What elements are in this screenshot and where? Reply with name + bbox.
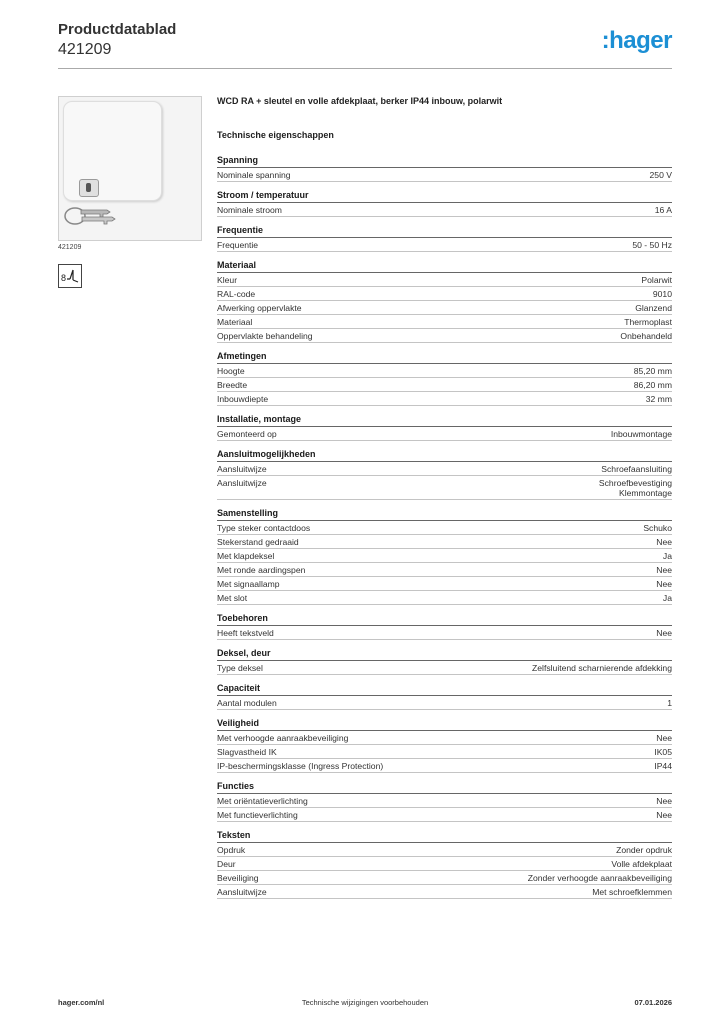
section-title: Installatie, montage <box>217 413 672 427</box>
spec-row <box>217 759 672 773</box>
spec-row <box>217 857 672 871</box>
spec-row <box>217 661 672 675</box>
spec-label: Met verhoogde aanraakbeveiliging <box>217 733 349 743</box>
page-title: Productdatablad <box>58 21 177 38</box>
spec-row <box>217 626 672 640</box>
spec-value: Schroefaansluiting <box>601 464 672 474</box>
section-title: Capaciteit <box>217 682 672 696</box>
spec-row <box>217 364 672 378</box>
spec-value: Schroefbevestiging Klemmontage <box>598 478 672 498</box>
section-title: Toebehoren <box>217 612 672 626</box>
spec-value: 16 A <box>654 205 672 215</box>
spec-value: Zonder verhoogde aanraakbeveiliging <box>527 873 672 883</box>
spec-row <box>217 315 672 329</box>
spec-label: Met signaallamp <box>217 579 280 589</box>
section-title: Teksten <box>217 829 672 843</box>
spec-label: Beveiliging <box>217 873 259 883</box>
spec-label: Deur <box>217 859 236 869</box>
spec-row <box>217 476 672 500</box>
spec-label: Aansluitwijze <box>217 478 267 488</box>
spec-row <box>217 392 672 406</box>
spec-value: 9010 <box>652 289 672 299</box>
technical-properties-heading: Technische eigenschappen <box>217 130 334 140</box>
spec-value: Zonder opdruk <box>616 845 672 855</box>
spec-value: Nee <box>656 565 672 575</box>
spec-label: Type steker contactdoos <box>217 523 311 533</box>
spec-label: Inbouwdiepte <box>217 394 269 404</box>
header-divider <box>58 68 672 69</box>
spec-row <box>217 885 672 899</box>
spec-row <box>217 238 672 252</box>
spec-row <box>217 329 672 343</box>
section-title: Afmetingen <box>217 350 672 364</box>
spec-value: Nee <box>656 537 672 547</box>
spec-section <box>217 612 672 640</box>
spec-section <box>217 350 672 406</box>
hager-logo: :hager <box>601 27 672 54</box>
spec-value: Polarwit <box>641 275 672 285</box>
spec-value: Onbehandeld <box>620 331 672 341</box>
spec-row <box>217 168 672 182</box>
spec-label: Kleur <box>217 275 238 285</box>
spec-value: Schuko <box>643 523 672 533</box>
spec-value: 50 - 50 Hz <box>632 240 672 250</box>
spec-value: Nee <box>656 628 672 638</box>
spec-section <box>217 448 672 500</box>
spec-row <box>217 745 672 759</box>
spec-row <box>217 203 672 217</box>
spec-row <box>217 696 672 710</box>
spec-label: Nominale stroom <box>217 205 282 215</box>
spec-label: Breedte <box>217 380 248 390</box>
spec-section <box>217 717 672 773</box>
footer-website: hager.com/nl <box>58 998 105 1007</box>
spec-label: Opdruk <box>217 845 246 855</box>
spec-value: IP44 <box>654 761 672 771</box>
spec-section <box>217 647 672 675</box>
spec-section <box>217 507 672 605</box>
footer-date: 07.01.2026 <box>634 998 672 1007</box>
section-title: Samenstelling <box>217 507 672 521</box>
spec-section <box>217 189 672 217</box>
footer-disclaimer: Technische wijzigingen voorbehouden <box>301 998 429 1007</box>
section-title: Materiaal <box>217 259 672 273</box>
spec-row <box>217 871 672 885</box>
spec-label: Stekerstand gedraaid <box>217 537 299 547</box>
spec-label: Aansluitwijze <box>217 887 267 897</box>
spec-label: Met slot <box>217 593 248 603</box>
spec-value: 250 V <box>649 170 672 180</box>
section-title: Functies <box>217 780 672 794</box>
section-title: Spanning <box>217 154 672 168</box>
spec-row <box>217 378 672 392</box>
spec-label: Materiaal <box>217 317 253 327</box>
spec-label: Hoogte <box>217 366 245 376</box>
product-image <box>58 96 202 241</box>
spec-section <box>217 259 672 343</box>
spec-value: 85,20 mm <box>633 366 672 376</box>
keys-icon <box>63 203 129 233</box>
spec-value: Nee <box>656 796 672 806</box>
spec-label: Gemonteerd op <box>217 429 277 439</box>
spec-label: Met klapdeksel <box>217 551 275 561</box>
spec-section <box>217 682 672 710</box>
spec-row <box>217 427 672 441</box>
spec-value: Zelfsluitend scharnierende afdekking <box>532 663 672 673</box>
spec-value: 86,20 mm <box>633 380 672 390</box>
spec-label: RAL-code <box>217 289 256 299</box>
spec-section <box>217 224 672 252</box>
spec-row <box>217 591 672 605</box>
section-title: Aansluitmogelijkheden <box>217 448 672 462</box>
product-title: WCD RA + sleutel en volle afdekplaat, berker IP44 inbouw, polarwit <box>217 96 503 106</box>
product-number: 421209 <box>58 41 112 58</box>
spec-row <box>217 287 672 301</box>
spec-label: Met oriëntatieverlichting <box>217 796 308 806</box>
spec-label: Slagvastheid IK <box>217 747 277 757</box>
section-title: Frequentie <box>217 224 672 238</box>
spec-section <box>217 829 672 899</box>
spec-label: IP-beschermingsklasse (Ingress Protection) <box>217 761 384 771</box>
spec-label: Met functieverlichting <box>217 810 298 820</box>
spec-value: Met schroefklemmen <box>592 887 672 897</box>
spec-row <box>217 808 672 822</box>
spec-value: Ja <box>662 593 672 603</box>
spec-row <box>217 794 672 808</box>
spec-row <box>217 535 672 549</box>
spec-section <box>217 154 672 182</box>
document-header <box>58 20 672 70</box>
spec-row <box>217 521 672 535</box>
spec-value: 32 mm <box>645 394 672 404</box>
spec-row <box>217 273 672 287</box>
spec-label: Heeft tekstveld <box>217 628 274 638</box>
spec-section <box>217 413 672 441</box>
spec-label: Frequentie <box>217 240 259 250</box>
image-caption: 421209 <box>58 244 82 251</box>
spec-value: Nee <box>656 733 672 743</box>
spec-label: Type deksel <box>217 663 263 673</box>
cover-plate <box>63 101 162 201</box>
spec-label: Aantal modulen <box>217 698 277 708</box>
spec-label: Met ronde aardingspen <box>217 565 306 575</box>
svg-text:8: 8 <box>61 273 67 283</box>
spec-value: 1 <box>667 698 672 708</box>
spec-section <box>217 780 672 822</box>
section-title: Veiligheid <box>217 717 672 731</box>
section-title: Stroom / temperatuur <box>217 189 672 203</box>
spec-value: Nee <box>656 579 672 589</box>
spec-value: Thermoplast <box>624 317 672 327</box>
keyhole-icon <box>79 179 99 197</box>
spec-row <box>217 301 672 315</box>
spec-value: Glanzend <box>635 303 672 313</box>
section-title: Deksel, deur <box>217 647 672 661</box>
spec-row <box>217 843 672 857</box>
spec-label: Nominale spanning <box>217 170 291 180</box>
spec-label: Oppervlakte behandeling <box>217 331 313 341</box>
spec-row <box>217 731 672 745</box>
spec-row <box>217 577 672 591</box>
spec-value: Inbouwmontage <box>610 429 672 439</box>
plug-earth-symbol-icon <box>58 264 82 288</box>
spec-value: Volle afdekplaat <box>611 859 672 869</box>
spec-value: Nee <box>656 810 672 820</box>
spec-label: Aansluitwijze <box>217 464 267 474</box>
spec-row <box>217 549 672 563</box>
spec-label: Afwerking oppervlakte <box>217 303 302 313</box>
specifications-table <box>217 154 672 906</box>
spec-row <box>217 462 672 476</box>
spec-value: Ja <box>662 551 672 561</box>
spec-value: IK05 <box>654 747 672 757</box>
spec-row <box>217 563 672 577</box>
